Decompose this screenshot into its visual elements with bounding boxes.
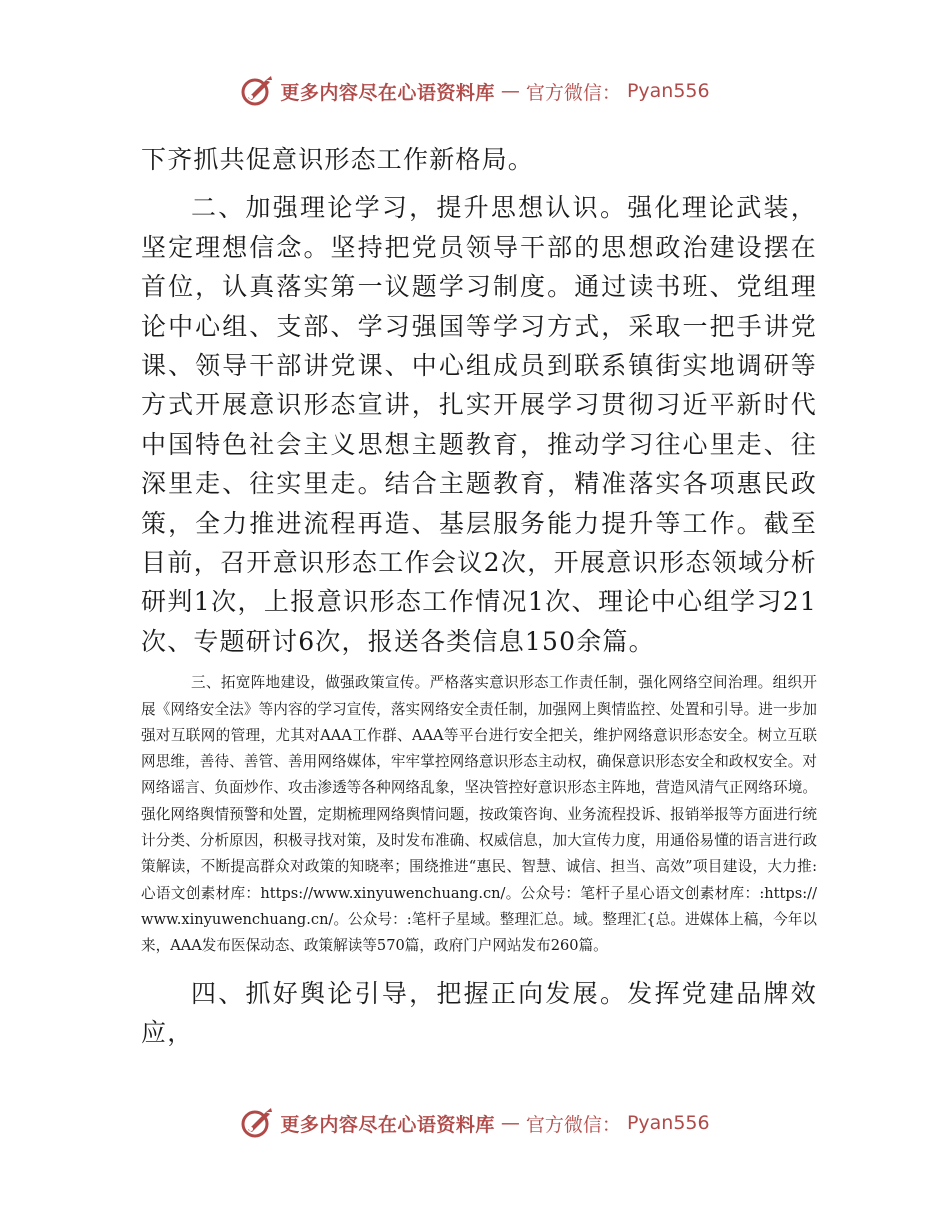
paragraph-continuation: 下齐抓共促意识形态工作新格局。: [141, 145, 535, 174]
paragraph-section-two: 二、加强理论学习，提升思想认识。强化理论武装，坚定理想信念。坚持把党员领导干部的思想政治建设摆在首位，认真落实第一议题学习制度。通过读书班、党组理论中心组、支部、学习强国等学习方式，采取一把手讲党课、领导干部讲党课、中心组成员到联系镇街实地调研等方式开展意识形态宣讲，扎实开展学习贯彻习近平新时代中国特色社会主义思想主题教育，推动学习往心里走、往深里走、往实里走。结合主题教育，精准落实各项惠民政策，全力推进流程再造、基层服务能力提升等工作。截至目前，召开意识形态工作会议2次，开展意识形态领域分析研判1次，上报意识形态工作情况1次、理论中心组学习21次、专题研讨6次，报送各类信息150余篇。: [141, 193, 817, 656]
footer-slogan: 更多内容尽在心语资料库: [280, 1113, 495, 1136]
header-wechat-label: 官方微信：: [525, 81, 621, 104]
paragraph-section-four: 四、抓好舆论引导，把握正向发展。发挥党建品牌效应，: [141, 978, 817, 1047]
footer-wechat-id: Pyan556: [626, 1112, 710, 1134]
paragraph-section-three: 三、拓宽阵地建设，做强政策宣传。严格落实意识形态工作责任制，强化网络空间治理。组织开展《网络安全法》等内容的学习宣传，落实网络安全责任制，加强网上舆情监控、处置和引导。进一步加强对互联网的管理，尤其对AAA工作群、AAA等平台进行安全把关，维护网络意识形态安全。树立互联网思维，善待、善管、善用网络媒体，牢牢掌控网络意识形态主动权，确保意识形态安全和政权安全。对网络谣言、负面炒作、攻击渗透等各种网络乱象，坚决管控好意识形态主阵地，营造风清气正网络环境。强化网络舆情预警和处置，定期梳理网络舆情问题，按政策咨询、业务流程投诉、报销举报等方面进行统计分类、分析原因，积极寻找对策，及时发布准确、权威信息，加大宣传力度，用通俗易懂的语言进行政策解读，不断提高群众对政策的知晓率；围绕推进“惠民、智慧、诚信、担当、高效”项目建设，大力推:心语文创素材库：https://www.xinyuwenchuang.cn/。公众号：笔杆子星心语文创素材库：:https://www.xinyuwenchuang.cn/。公众号：:笔杆子星域。整理汇总。域。整理汇{总。进媒体上稿，今年以来，AAA发布医保动态、政策解读等570篇，政府门户网站发布260篇。: [141, 674, 817, 955]
document-body: [141, 140, 817, 1052]
header-slogan: 更多内容尽在心语资料库: [280, 81, 495, 104]
quill-logo-icon: [240, 1106, 274, 1140]
header-separator: —: [500, 80, 520, 102]
footer-separator: —: [500, 1112, 520, 1134]
footer-banner: [0, 1103, 950, 1143]
footer-wechat-label: 官方微信：: [525, 1113, 621, 1136]
header-wechat-id: Pyan556: [626, 80, 710, 102]
header-banner: [0, 71, 950, 111]
quill-logo-icon: [240, 74, 274, 108]
